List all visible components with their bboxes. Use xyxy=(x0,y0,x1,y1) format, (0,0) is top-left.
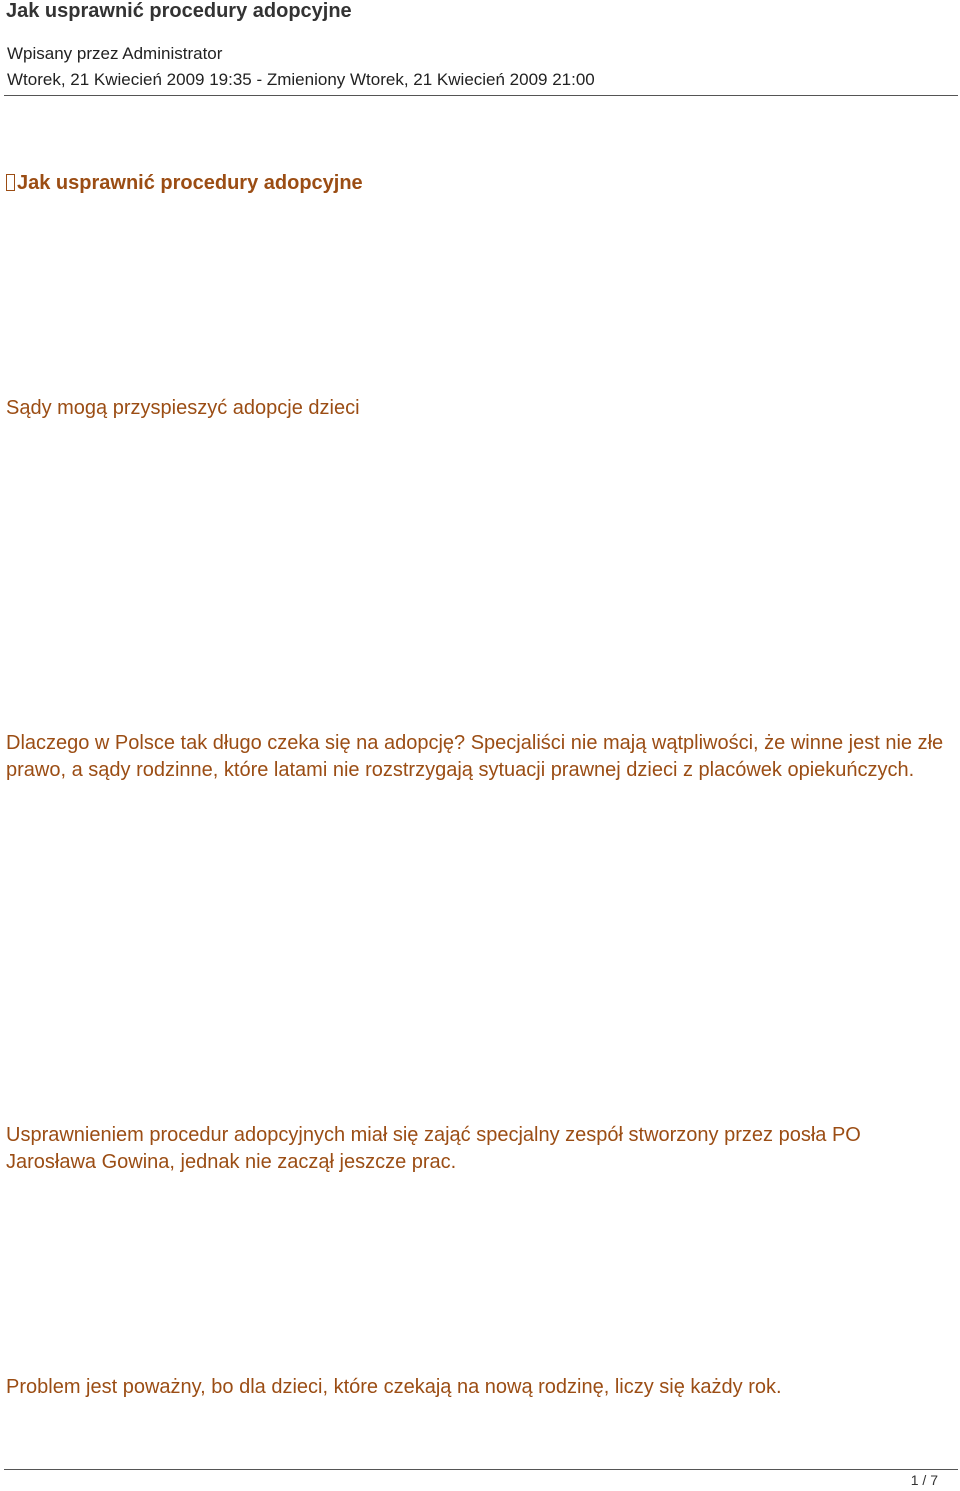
paragraph-problem: Problem jest poważny, bo dla dzieci, które czekają na nową rodzinę, liczy się każdy rok. xyxy=(6,1376,782,1398)
article-title-text: Jak usprawnić procedury adopcyjne xyxy=(17,172,363,194)
missing-glyph-icon xyxy=(6,174,15,191)
header-divider xyxy=(4,95,958,96)
article-title xyxy=(6,171,363,195)
footer-divider xyxy=(4,1469,958,1470)
paragraph-team: Usprawnieniem procedur adopcyjnych miał się zająć specjalny zespół stworzony przez posła PO Jarosława Gowina, jednak nie zaczął jeszcze prac. xyxy=(6,1124,861,1173)
page-number: 1 / 7 xyxy=(910,1472,938,1488)
paragraph-subtitle: Sądy mogą przyspieszyć adopcje dzieci xyxy=(6,397,360,419)
date-line: Wtorek, 21 Kwiecień 2009 19:35 - Zmieniony Wtorek, 21 Kwiecień 2009 21:00 xyxy=(7,70,595,89)
paragraph-intro: Dlaczego w Polsce tak długo czeka się na adopcję? Specjaliści nie mają wątpliwości, że winne jest nie złe prawo, a sądy rodzinne, które latami nie rozstrzygają sytuacji prawnej dzieci z placówek opiekuńczych. xyxy=(6,732,944,781)
author-line: Wpisany przez Administrator xyxy=(7,44,223,63)
page-header-title: Jak usprawnić procedury adopcyjne xyxy=(6,0,352,22)
